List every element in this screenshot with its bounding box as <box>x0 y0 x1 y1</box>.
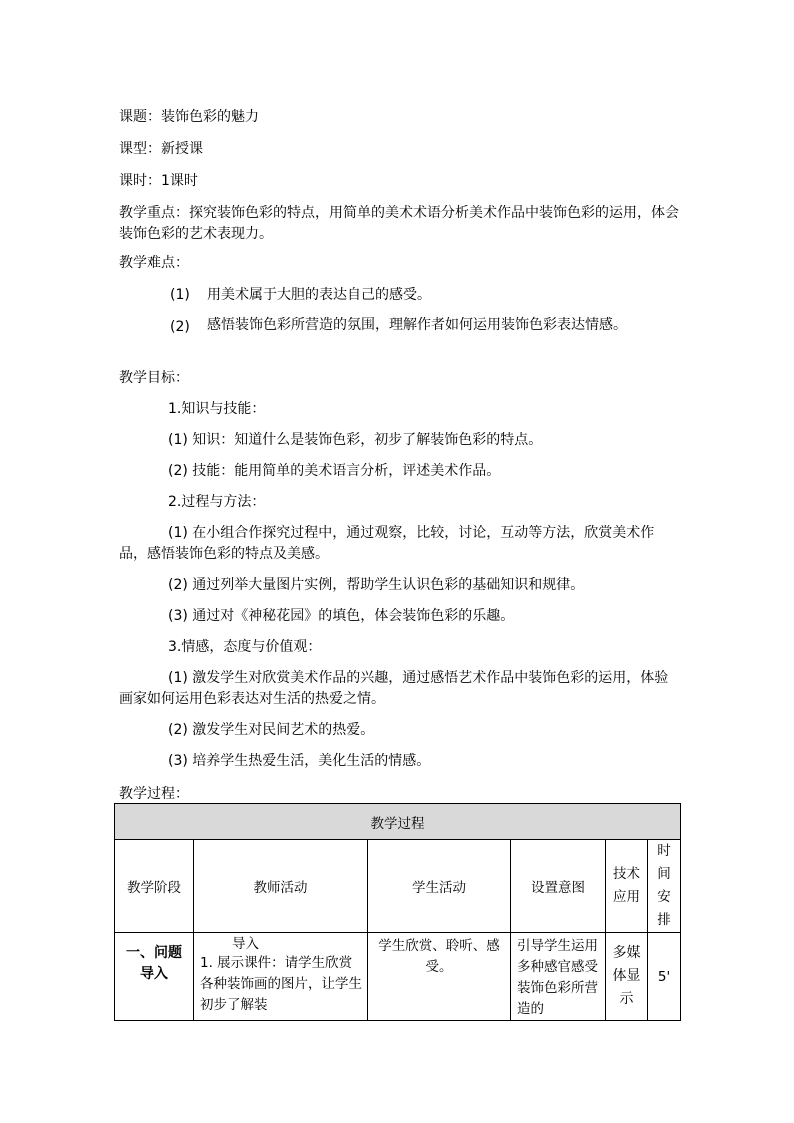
table-row <box>115 933 681 1021</box>
difficulty-1-text: 用美术属于大胆的表达自己的感受。 <box>207 287 431 303</box>
process-method-item-3: (3) 通过对《神秘花园》的填色，体会装饰色彩的乐趣。 <box>168 608 515 624</box>
column-header-teacher: 教师活动 <box>194 840 368 933</box>
row-teacher-activity: 导入 1. 展示课件：请学生欣赏各种装饰画的图片，让学生初步了解装 <box>194 933 368 1021</box>
table-header-row <box>115 840 681 933</box>
row-time: 5' <box>648 933 681 1021</box>
difficulty-2-text: 感悟装饰色彩所营造的氛围，理解作者如何运用装饰色彩表达情感。 <box>207 317 627 333</box>
knowledge-title: 1.知识与技能： <box>168 401 266 417</box>
emotion-title: 3.情感，态度与价值观： <box>168 639 322 655</box>
objectives-title: 教学目标： <box>119 370 189 386</box>
row-tech: 多媒体显示 <box>606 933 648 1021</box>
key-points: 教学重点：探究装饰色彩的特点，用简单的美术术语分析美术作品中装饰色彩的运用，体会装饰色彩的艺术表现力。 <box>119 205 679 242</box>
row-stage: 一、问题导入 <box>115 933 194 1021</box>
process-method-item-2: (2) 通过列举大量图片实例，帮助学生认识色彩的基础知识和规律。 <box>168 577 585 593</box>
table-title: 教学过程 <box>115 804 681 840</box>
lesson-topic: 课题：装饰色彩的魅力 <box>119 109 259 125</box>
process-method-title: 2.过程与方法： <box>168 494 266 510</box>
column-header-tech: 技术应用 <box>606 840 648 933</box>
knowledge-item-2: (2) 技能：能用简单的美术语言分析，评述美术作品。 <box>168 463 501 479</box>
difficulty-2-number: (2) <box>170 319 190 335</box>
process-title: 教学过程： <box>119 786 189 802</box>
lesson-hours: 课时：1课时 <box>119 173 198 189</box>
column-header-stage: 教学阶段 <box>115 840 194 933</box>
teaching-process-table <box>114 803 681 1021</box>
emotion-item-2: (2) 激发学生对民间艺术的热爱。 <box>168 722 375 738</box>
emotion-item-1: (1) 激发学生对欣赏美术作品的兴趣，通过感悟艺术作品中装饰色彩的运用，体验画家如何运用色彩表达对生活的热爱之情。 <box>119 670 669 707</box>
column-header-intent: 设置意图 <box>511 840 606 933</box>
row-intent: 引导学生运用多种感官感受装饰色彩所营造的 <box>511 933 606 1021</box>
row-student-activity: 学生欣赏、聆听、感受。 <box>368 933 511 1021</box>
emotion-item-3: (3) 培养学生热爱生活，美化生活的情感。 <box>168 753 431 769</box>
column-header-time: 时间安排 <box>648 840 681 933</box>
process-method-item-1: (1) 在小组合作探究过程中，通过观察，比较，讨论，互动等方法，欣赏美术作品，感悟装饰色彩的特点及美感。 <box>119 525 655 562</box>
difficulty-1-number: (1) <box>170 287 190 303</box>
knowledge-item-1: (1) 知识：知道什么是装饰色彩，初步了解装饰色彩的特点。 <box>168 432 543 448</box>
lesson-type: 课型：新授课 <box>119 141 203 157</box>
column-header-student: 学生活动 <box>368 840 511 933</box>
difficulty-title: 教学难点： <box>119 255 189 271</box>
